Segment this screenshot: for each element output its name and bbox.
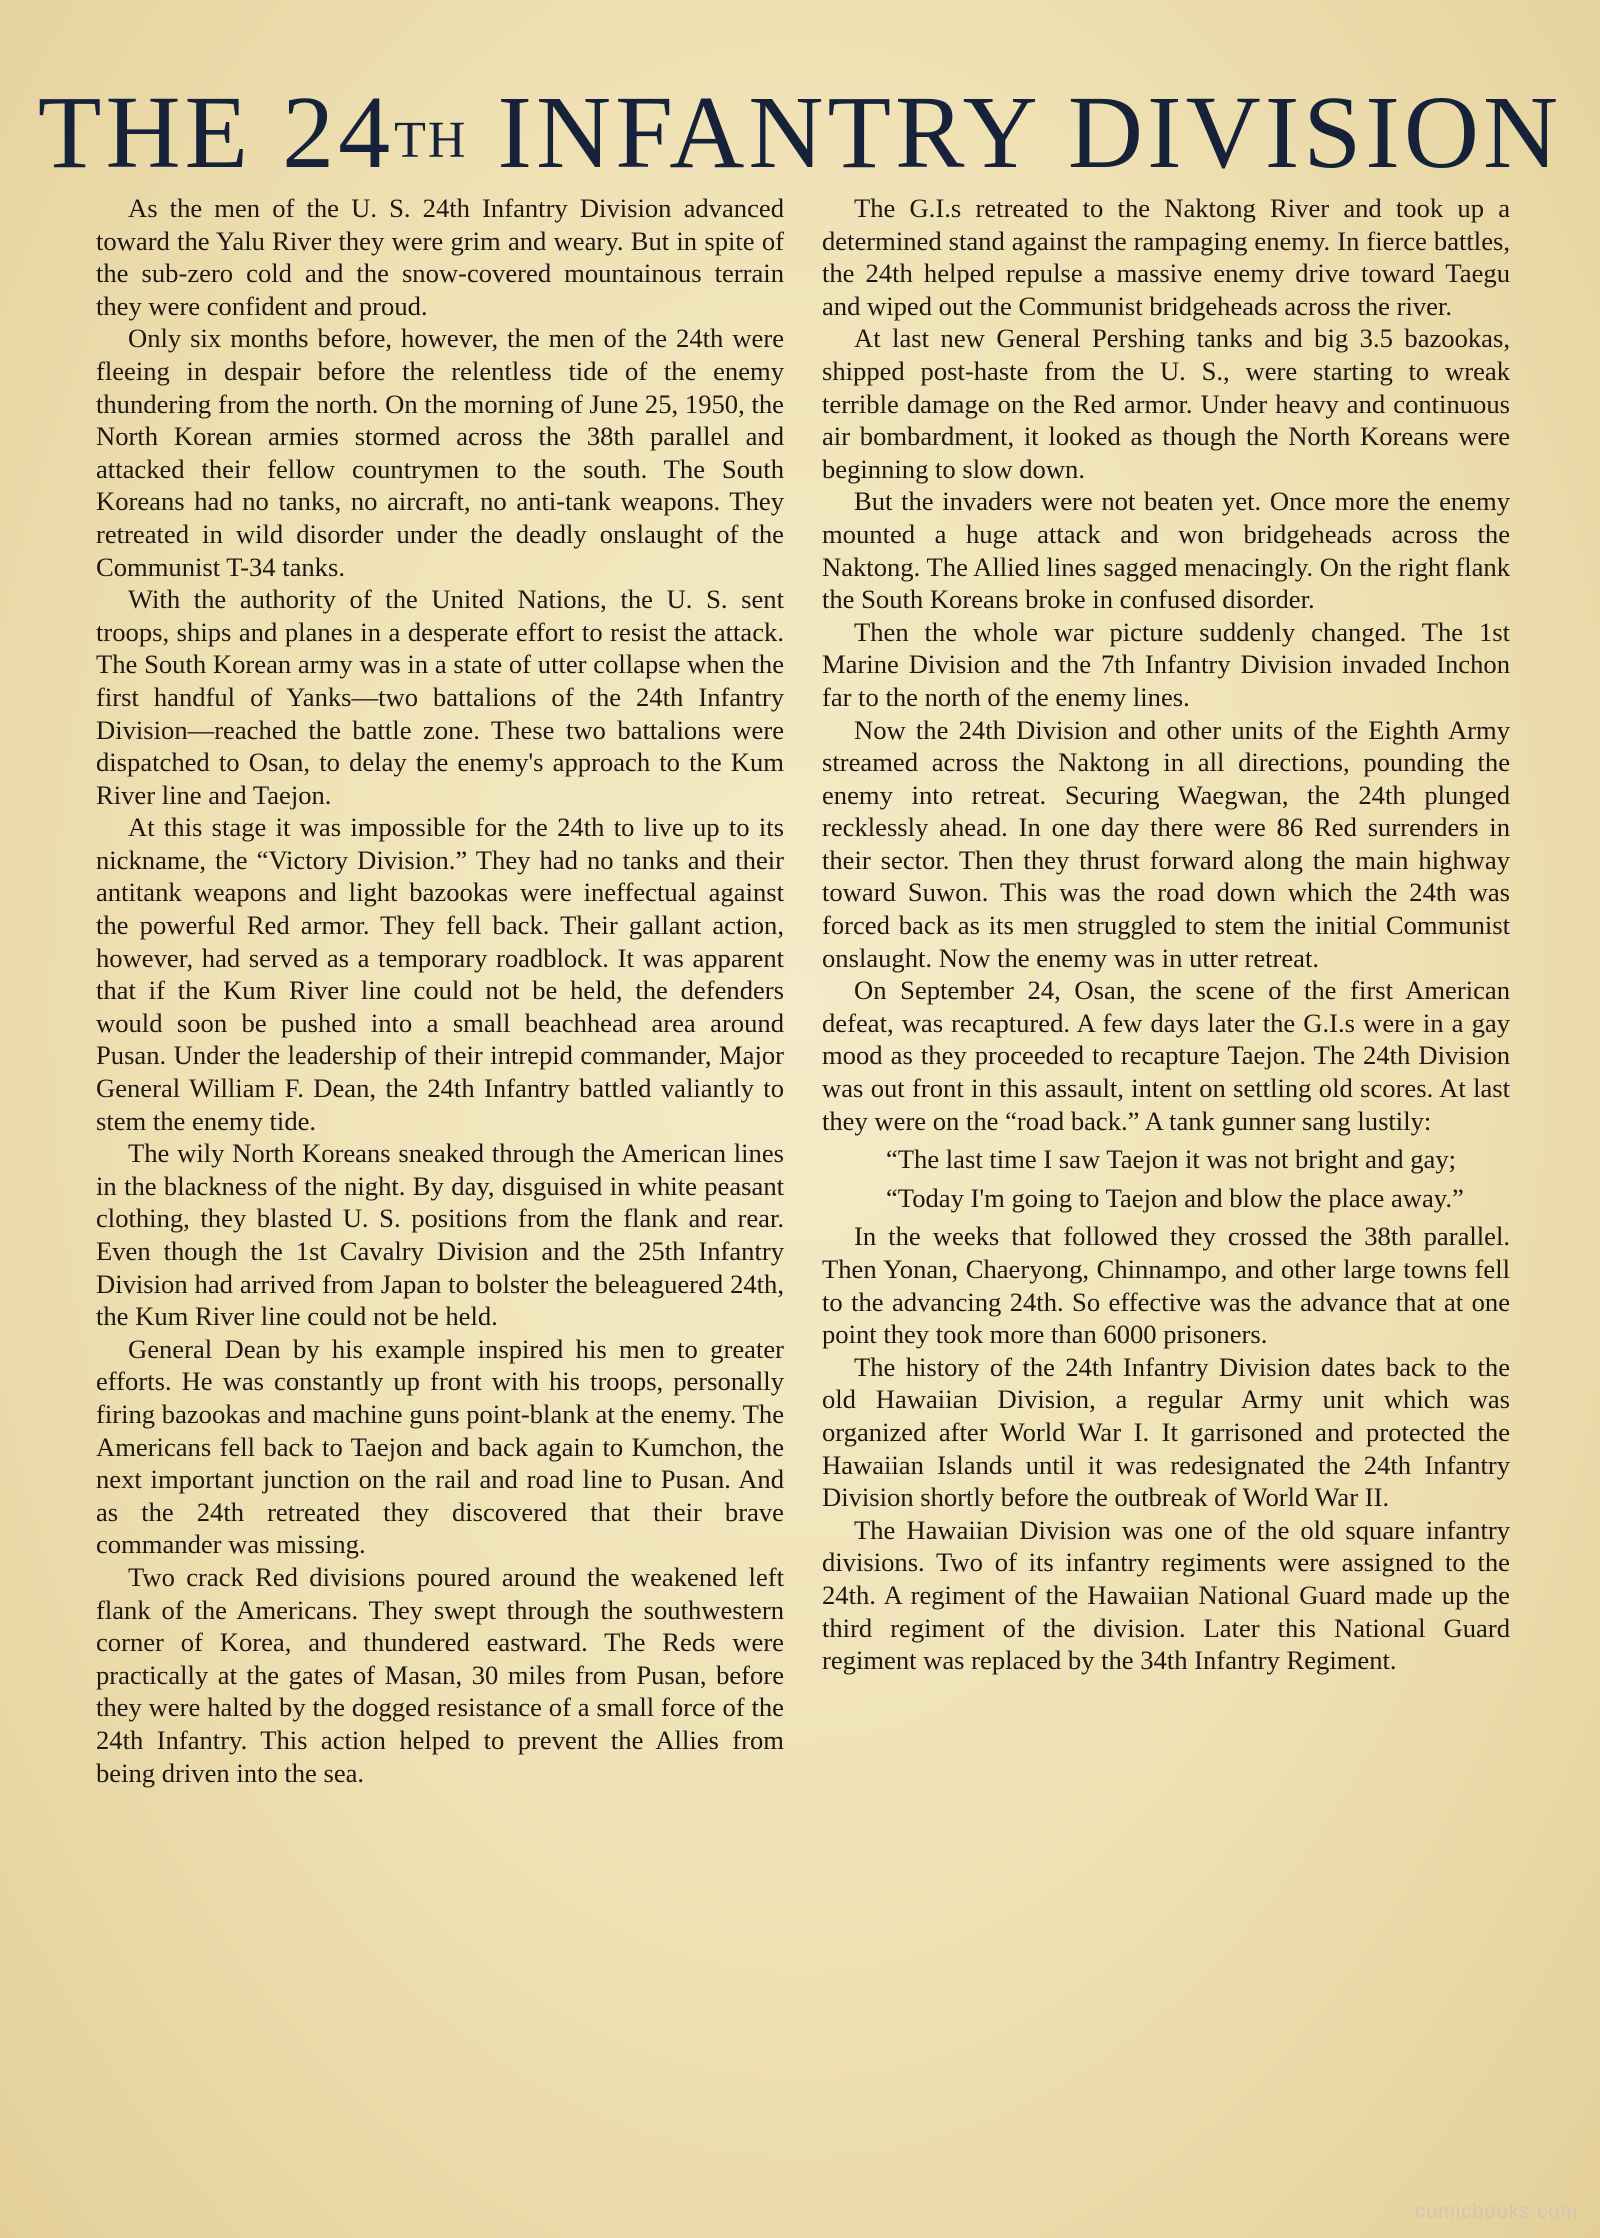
paragraph: Only six months before, however, the men of the 24th were fleeing in despair before the relentless tide of the enemy thundering from the north. On the morning of June 25, 1950, the North Korean armies stormed across the 38th parallel and attacked their fellow countrymen to the south. The South Koreans had no tanks, no aircraft, no anti-tank weapons. They retreated in wild disorder under the deadly onslaught of the Communist T-34 tanks. (96, 323, 784, 582)
paragraph: With the authority of the United Nations, the U. S. sent troops, ships and planes in a desperate effort to resist the attack. The South Korean army was in a state of utter collapse when the first handful of Yanks—two battalions of the 24th Infantry Division—reached the battle zone. These two battalions were dispatched to Osan, to delay the enemy's approach to the Kum River line and Taejon. (96, 584, 784, 810)
left-column (96, 192, 784, 2142)
paragraph: Then the whole war picture suddenly changed. The 1st Marine Division and the 7th Infantry Division invaded Inchon far to the north of the enemy lines. (822, 616, 1510, 712)
paragraph: On September 24, Osan, the scene of the first American defeat, was recaptured. A few days later the G.I.s were in a gay mood as they proceeded to recapture Taejon. The 24th Division was out front in this assault, intent on settling old scores. At last they were on the “road back.” A tank gunner sang lustily: (822, 975, 1510, 1136)
paragraph: As the men of the U. S. 24th Infantry Division advanced toward the Yalu River they were grim and weary. But in spite of the sub-zero cold and the snow-covered mountainous terrain they were confident and proud. (96, 193, 784, 321)
title-superscript: TH (394, 112, 468, 169)
right-column (822, 192, 1510, 2142)
watermark: comicbooks.com (1415, 2201, 1578, 2223)
paragraph: General Dean by his example inspired his men to greater efforts. He was constantly up front with his troops, personally firing bazookas and machine guns point-blank at the enemy. The Americans fell back to Taejon and back again to Kumchon, the next important junction on the rail and road line to Pusan. And as the 24th retreated they discovered that their brave commander was missing. (96, 1333, 784, 1560)
paragraph: Now the 24th Division and other units of the Eighth Army streamed across the Naktong in all directions, pounding the enemy into retreat. Securing Waegwan, the 24th plunged recklessly ahead. In one day there were 86 Red surrenders in their sector. Then they thrust forward along the main highway toward Suwon. This was the road down which the 24th was forced back as its men struggled to stem the initial Communist onslaught. Now the enemy was in utter retreat. (822, 714, 1510, 973)
paragraph: The Hawaiian Division was one of the old square infantry divisions. Two of its infantry regiments were assigned to the 24th. A regiment of the Hawaiian National Guard made up the third regiment of the division. Later this National Guard regiment was replaced by the 34th Infantry Regiment. (822, 1514, 1510, 1676)
paragraph: But the invaders were not beaten yet. Once more the enemy mounted a huge attack and won bridgeheads across the Naktong. The Allied lines sagged menacingly. On the right flank the South Koreans broke in confused disorder. (822, 486, 1510, 615)
paragraph: At last new General Pershing tanks and big 3.5 bazookas, shipped post-haste from the U. S., were starting to wreak terrible damage on the Red armor. Under heavy and continuous air bombardment, it looked as though the North Koreans were beginning to slow down. (822, 323, 1510, 484)
paragraph: The G.I.s retreated to the Naktong River and took up a determined stand against the rampaging enemy. In fierce battles, the 24th helped repulse a massive enemy drive toward Taegu and wiped out the Communist bridgeheads across the river. (822, 193, 1510, 321)
paragraph: The history of the 24th Infantry Division dates back to the old Hawaiian Division, a regular Army unit which was organized after World War I. It garrisoned and protected the Hawaiian Islands until it was redesignated the 24th Infantry Division shortly before the outbreak of World War II. (822, 1351, 1510, 1513)
paragraph: In the weeks that followed they crossed the 38th parallel. Then Yonan, Chaeryong, Chinnampo, and other large towns fell to the advancing 24th. So effective was the advance that at one point they took more than 6000 prisoners. (822, 1221, 1510, 1350)
paragraph: The wily North Koreans sneaked through the American lines in the blackness of the night. By day, disguised in white peasant clothing, they blasted U. S. positions from the flank and rear. Even though the 1st Cavalry Division and the 25th Infantry Division had arrived from Japan to bolster the beleaguered 24th, the Kum River line could not be held. (96, 1138, 784, 1332)
title-main: THE 24 (37, 75, 395, 190)
paragraph: At this stage it was impossible for the 24th to live up to its nickname, the “Victory Division.” They had no tanks and their antitank weapons and light bazookas were ineffectual against the powerful Red armor. They fell back. Their gallant action, however, had served as a temporary roadblock. It was apparent that if the Kum River line could not be held, the defenders would soon be pushed into a small beachhead area around Pusan. Under the leadership of their intrepid commander, Major General William F. Dean, the 24th Infantry battled valiantly to stem the enemy tide. (96, 812, 784, 1136)
verse-line: “Today I'm going to Taejon and blow the place away.” (886, 1182, 1464, 1213)
paragraph: Two crack Red divisions poured around the weakened left flank of the Americans. They swept through the southwestern corner of Korea, and thundered eastward. The Reds were practically at the gates of Masan, 30 miles from Pusan, before they were halted by the dogged resistance of a small force of the 24th Infantry. This action helped to prevent the Allies from being driven into the sea. (96, 1561, 784, 1788)
verse-line: “The last time I saw Taejon it was not bright and gay; (886, 1144, 1457, 1175)
title-rest: INFANTRY DIVISION (467, 75, 1563, 190)
article-title (0, 75, 1600, 190)
